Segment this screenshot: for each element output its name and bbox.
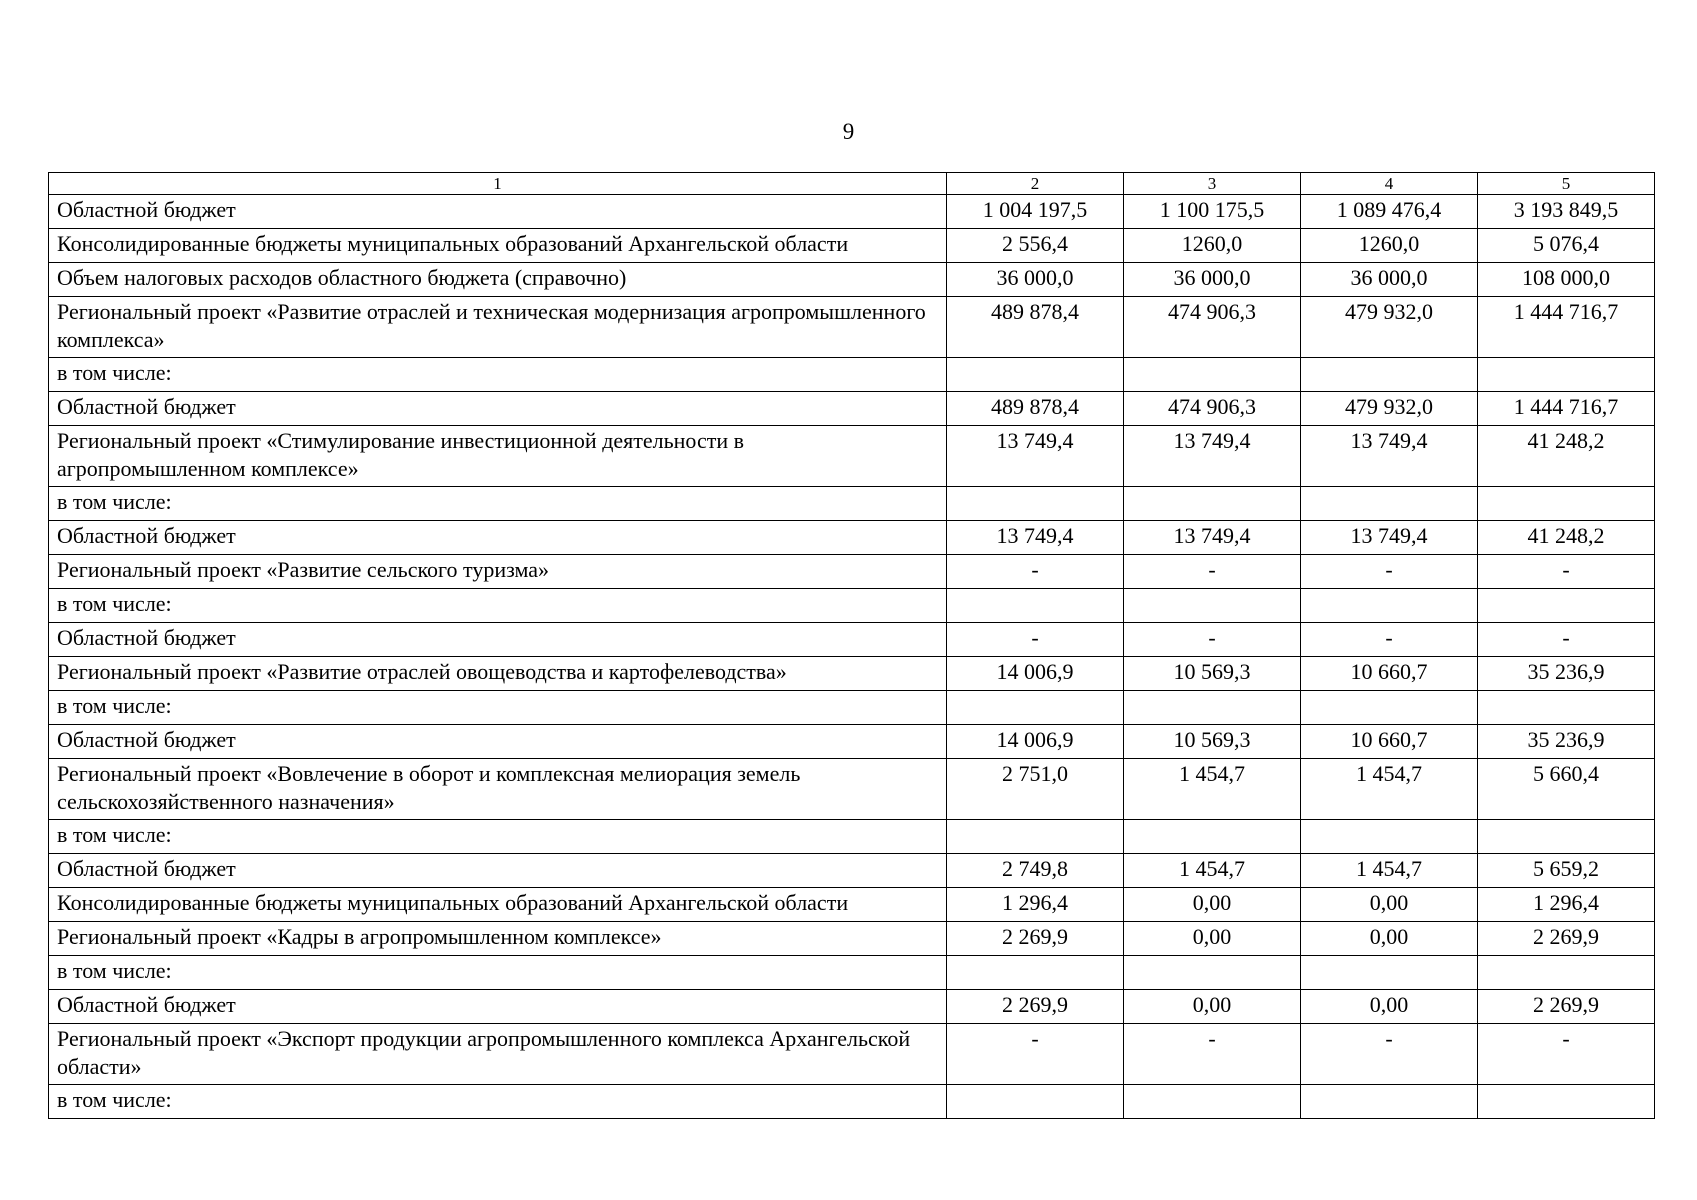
header-row	[49, 173, 1655, 195]
value-cell-col-2: 36 000,0	[947, 263, 1124, 297]
value-cell-col-3	[1124, 589, 1301, 623]
value-cell-col-2: -	[947, 623, 1124, 657]
value-cell-col-5: 41 248,2	[1478, 426, 1655, 487]
value-cell-col-5: 41 248,2	[1478, 521, 1655, 555]
value-cell-col-2: -	[947, 1024, 1124, 1085]
table-row	[49, 956, 1655, 990]
value-cell-col-4: 479 932,0	[1301, 392, 1478, 426]
value-cell-col-4: 0,00	[1301, 990, 1478, 1024]
row-label: Областной бюджет	[49, 725, 947, 759]
row-label: Региональный проект «Стимулирование инвестиционной деятельности в агропромышленном комплексе»	[49, 426, 947, 487]
value-cell-col-2: 14 006,9	[947, 657, 1124, 691]
value-cell-col-3: 10 569,3	[1124, 657, 1301, 691]
value-cell-col-2: 1 296,4	[947, 888, 1124, 922]
value-cell-col-5: 2 269,9	[1478, 922, 1655, 956]
value-cell-col-5: -	[1478, 555, 1655, 589]
value-cell-col-5: 5 659,2	[1478, 854, 1655, 888]
row-label: Областной бюджет	[49, 854, 947, 888]
row-label: Областной бюджет	[49, 195, 947, 229]
table-row	[49, 426, 1655, 487]
value-cell-col-3	[1124, 487, 1301, 521]
table-row	[49, 888, 1655, 922]
value-cell-col-3: 0,00	[1124, 990, 1301, 1024]
value-cell-col-4	[1301, 358, 1478, 392]
value-cell-col-4: 36 000,0	[1301, 263, 1478, 297]
row-label: в том числе:	[49, 358, 947, 392]
value-cell-col-5: -	[1478, 1024, 1655, 1085]
value-cell-col-5: 1 444 716,7	[1478, 297, 1655, 358]
row-label: Областной бюджет	[49, 521, 947, 555]
value-cell-col-2: 14 006,9	[947, 725, 1124, 759]
value-cell-col-4: 1 454,7	[1301, 854, 1478, 888]
budget-table	[48, 172, 1655, 1119]
value-cell-col-2: 1 004 197,5	[947, 195, 1124, 229]
value-cell-col-5	[1478, 358, 1655, 392]
table-row	[49, 990, 1655, 1024]
value-cell-col-4: -	[1301, 555, 1478, 589]
value-cell-col-4: 1 089 476,4	[1301, 195, 1478, 229]
value-cell-col-5: 108 000,0	[1478, 263, 1655, 297]
value-cell-col-2: 489 878,4	[947, 297, 1124, 358]
row-label: Объем налоговых расходов областного бюджета (справочно)	[49, 263, 947, 297]
value-cell-col-4	[1301, 487, 1478, 521]
value-cell-col-3: 0,00	[1124, 922, 1301, 956]
value-cell-col-3: -	[1124, 623, 1301, 657]
page-number: 9	[842, 119, 855, 144]
row-label: Областной бюджет	[49, 392, 947, 426]
table-row	[49, 589, 1655, 623]
value-cell-col-5: 2 269,9	[1478, 990, 1655, 1024]
row-label: в том числе:	[49, 1085, 947, 1119]
value-cell-col-2: 2 269,9	[947, 990, 1124, 1024]
value-cell-col-3	[1124, 358, 1301, 392]
row-label: Региональный проект «Экспорт продукции агропромышленного комплекса Архангельской области»	[49, 1024, 947, 1085]
value-cell-col-5	[1478, 589, 1655, 623]
table-row	[49, 623, 1655, 657]
value-cell-col-2	[947, 487, 1124, 521]
value-cell-col-5	[1478, 691, 1655, 725]
row-label: Консолидированные бюджеты муниципальных образований Архангельской области	[49, 888, 947, 922]
value-cell-col-4: -	[1301, 623, 1478, 657]
row-label: в том числе:	[49, 820, 947, 854]
value-cell-col-3: 474 906,3	[1124, 392, 1301, 426]
value-cell-col-5: 1 444 716,7	[1478, 392, 1655, 426]
value-cell-col-2	[947, 956, 1124, 990]
row-label: в том числе:	[49, 691, 947, 725]
row-label: в том числе:	[49, 589, 947, 623]
value-cell-col-5: 1 296,4	[1478, 888, 1655, 922]
value-cell-col-3: 474 906,3	[1124, 297, 1301, 358]
value-cell-col-2	[947, 1085, 1124, 1119]
row-label: в том числе:	[49, 956, 947, 990]
value-cell-col-3: -	[1124, 555, 1301, 589]
value-cell-col-3: 1260,0	[1124, 229, 1301, 263]
column-header-1: 1	[49, 173, 947, 195]
value-cell-col-2: -	[947, 555, 1124, 589]
value-cell-col-2	[947, 589, 1124, 623]
table-row	[49, 195, 1655, 229]
table-row	[49, 854, 1655, 888]
row-label: Областной бюджет	[49, 623, 947, 657]
table-row	[49, 358, 1655, 392]
table-row	[49, 1024, 1655, 1085]
column-header-4: 4	[1301, 173, 1478, 195]
value-cell-col-5: -	[1478, 623, 1655, 657]
row-label: Областной бюджет	[49, 990, 947, 1024]
value-cell-col-4	[1301, 589, 1478, 623]
value-cell-col-2	[947, 820, 1124, 854]
table-row	[49, 820, 1655, 854]
value-cell-col-3	[1124, 1085, 1301, 1119]
row-label: Региональный проект «Развитие сельского туризма»	[49, 555, 947, 589]
value-cell-col-2: 2 269,9	[947, 922, 1124, 956]
value-cell-col-2	[947, 358, 1124, 392]
table-row	[49, 487, 1655, 521]
value-cell-col-2: 2 556,4	[947, 229, 1124, 263]
value-cell-col-3: 13 749,4	[1124, 521, 1301, 555]
value-cell-col-3	[1124, 691, 1301, 725]
value-cell-col-3: 13 749,4	[1124, 426, 1301, 487]
table-row	[49, 725, 1655, 759]
value-cell-col-4: -	[1301, 1024, 1478, 1085]
value-cell-col-3	[1124, 956, 1301, 990]
table-row	[49, 297, 1655, 358]
value-cell-col-4	[1301, 820, 1478, 854]
value-cell-col-4	[1301, 691, 1478, 725]
value-cell-col-2	[947, 691, 1124, 725]
value-cell-col-5	[1478, 956, 1655, 990]
value-cell-col-4: 0,00	[1301, 922, 1478, 956]
column-header-3: 3	[1124, 173, 1301, 195]
value-cell-col-3: 1 454,7	[1124, 854, 1301, 888]
value-cell-col-3: -	[1124, 1024, 1301, 1085]
value-cell-col-5	[1478, 1085, 1655, 1119]
row-label: в том числе:	[49, 487, 947, 521]
value-cell-col-3: 1 100 175,5	[1124, 195, 1301, 229]
value-cell-col-4: 1 454,7	[1301, 759, 1478, 820]
value-cell-col-2: 2 749,8	[947, 854, 1124, 888]
table-row	[49, 691, 1655, 725]
value-cell-col-4: 10 660,7	[1301, 657, 1478, 691]
value-cell-col-3: 1 454,7	[1124, 759, 1301, 820]
value-cell-col-4: 0,00	[1301, 888, 1478, 922]
value-cell-col-5	[1478, 820, 1655, 854]
value-cell-col-5: 5 660,4	[1478, 759, 1655, 820]
table-row	[49, 1085, 1655, 1119]
value-cell-col-4: 13 749,4	[1301, 521, 1478, 555]
row-label: Консолидированные бюджеты муниципальных образований Архангельской области	[49, 229, 947, 263]
value-cell-col-5: 35 236,9	[1478, 657, 1655, 691]
value-cell-col-3	[1124, 820, 1301, 854]
row-label: Региональный проект «Развитие отраслей овощеводства и картофелеводства»	[49, 657, 947, 691]
value-cell-col-3: 10 569,3	[1124, 725, 1301, 759]
value-cell-col-3: 0,00	[1124, 888, 1301, 922]
table-row	[49, 922, 1655, 956]
row-label: Региональный проект «Кадры в агропромышленном комплексе»	[49, 922, 947, 956]
value-cell-col-2: 489 878,4	[947, 392, 1124, 426]
value-cell-col-2: 13 749,4	[947, 426, 1124, 487]
row-label: Региональный проект «Развитие отраслей и техническая модернизация агропромышленного комплекса»	[49, 297, 947, 358]
table-body	[49, 195, 1655, 1119]
value-cell-col-3: 36 000,0	[1124, 263, 1301, 297]
table-row	[49, 392, 1655, 426]
table-row	[49, 657, 1655, 691]
value-cell-col-4: 13 749,4	[1301, 426, 1478, 487]
value-cell-col-4: 1260,0	[1301, 229, 1478, 263]
table-row	[49, 759, 1655, 820]
column-header-2: 2	[947, 173, 1124, 195]
value-cell-col-4	[1301, 1085, 1478, 1119]
column-header-5: 5	[1478, 173, 1655, 195]
value-cell-col-4: 479 932,0	[1301, 297, 1478, 358]
value-cell-col-4: 10 660,7	[1301, 725, 1478, 759]
value-cell-col-5: 35 236,9	[1478, 725, 1655, 759]
value-cell-col-2: 13 749,4	[947, 521, 1124, 555]
table-row	[49, 555, 1655, 589]
value-cell-col-2: 2 751,0	[947, 759, 1124, 820]
table-row	[49, 263, 1655, 297]
value-cell-col-4	[1301, 956, 1478, 990]
table-row	[49, 521, 1655, 555]
table-header	[49, 173, 1655, 195]
value-cell-col-5	[1478, 487, 1655, 521]
row-label: Региональный проект «Вовлечение в оборот и комплексная мелиорация земель сельскохозяйственного назначения»	[49, 759, 947, 820]
table-row	[49, 229, 1655, 263]
value-cell-col-5: 3 193 849,5	[1478, 195, 1655, 229]
value-cell-col-5: 5 076,4	[1478, 229, 1655, 263]
